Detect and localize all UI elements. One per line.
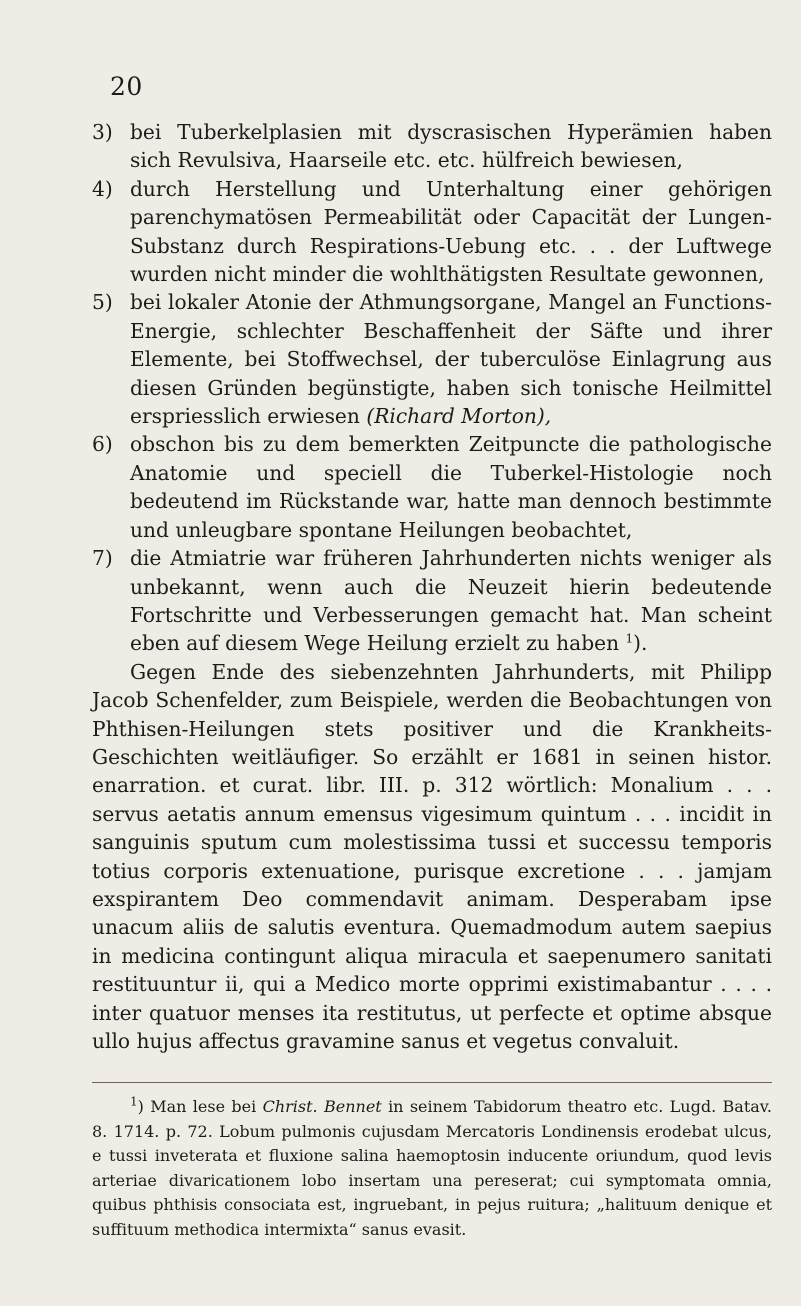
list-text: obschon bis zu dem bemerkten Zeitpuncte die pathologische Anatomie und speciell die Tuberkel-Histologie noch bedeutend im Rückstande war, hatte man dennoch bestimmte und unleugbare spontane Heilungen beobachtet,: [130, 432, 772, 542]
list-number: 6): [92, 432, 113, 457]
footnote-text: in seinem Tabidorum theatro etc. Lugd. Batav. 8. 1714. p. 72. Lobum pulmonis cujusdam Mercatoris Londinensis erodebat ulcus, e tussi inveterata et fluxione salina haemoptosin inducente oriundum, quod levis arteriae divaricationem lobo insertam una pereserat; cui symptomata omnia, quibus phthisis consociata est, ingruebant, in pejus ruitura; „halituum denique et suffituum methodica intermixta“ sanus evasit.: [92, 1097, 773, 1239]
list-text: die Atmiatrie war früheren Jahrhunderten nichts weniger als unbekannt, wenn auch die Neuzeit hierin bedeutende Fortschritte und Verbesserungen gemacht hat. Man scheint eben auf diesem Wege Heilung erzielt zu haben: [130, 546, 772, 656]
list-item-4: [92, 175, 772, 289]
list-text-wrapper: [130, 544, 772, 658]
list-item-3: [92, 118, 772, 175]
list-number: 4): [92, 176, 113, 201]
list-number: 7): [92, 546, 113, 571]
list-text: bei lokaler Atonie der Athmungsorgane, Mangel an Functions-Energie, schlechter Beschaffenheit der Säfte und ihrer Elemente, bei Stoffwechsel, der tuberculöse Einlagrung aus diesen Gründen begünstigte, haben sich tonische Heilmittel erspriesslich erwiesen: [130, 290, 772, 429]
page-number: 20: [110, 72, 143, 101]
footnote: [92, 1095, 772, 1243]
list-item-7: [92, 544, 772, 658]
citation-author: (Richard Morton),: [366, 404, 552, 429]
list-number: 3): [92, 120, 113, 144]
list-number: 5): [92, 290, 113, 315]
footnote-lead: ) Man lese bei: [137, 1097, 263, 1116]
main-text: [92, 118, 772, 1055]
paragraph: Gegen Ende des siebenzehnten Jahrhunderts, mit Philipp Jacob Schenfelder, zum Beispiele, werden die Beobachtungen von Phthisen-Heilungen stets positiver und die Krankheits-Geschichten weitläufiger. So erzählt er 1681 in seinen histor. enarration. et curat. libr. III. p. 312 wörtlich: Monalium . . . servus aetatis annum emensus vigesimum quintum . . . incidit in sanguinis sputum cum molestissima tussi et successu temporis totius corporis extenuatione, purisque excretione . . . jamjam exspirantem Deo commendavit animam. Desperabam ipse unacum aliis de salutis eventura. Quemadmodum autem saepius in medicina contingunt aliqua miracula et saepenumero sanitati restituuntur ii, qui a Medico morte opprimi existimabantur . . . . inter quatuor menses ita restitutus, ut perfecte et optime absque ullo hujus affectus gravamine sanus et vegetus convaluit.: [92, 659, 772, 1053]
footnote-marker: 1: [130, 1094, 138, 1109]
list-text: bei Tuberkelplasien mit dyscrasischen Hyperämien haben sich Revulsiva, Haarseile etc. etc. hülfreich bewiesen,: [130, 120, 772, 173]
list-item-6: [92, 430, 772, 544]
list-text-tail: ).: [633, 631, 648, 656]
footnote-reference[interactable]: 1: [625, 631, 634, 646]
list-text: durch Herstellung und Unterhaltung einer gehörigen parenchymatösen Permeabilität oder Capacität der Lungen-Substanz durch Respirations-Uebung etc. . . der Luftwege wurden nicht minder die wohlthätigsten Resultate gewonnen,: [130, 176, 772, 287]
list-text-wrapper: [130, 288, 772, 430]
list-item-5: [92, 288, 772, 430]
footnote-section: [92, 1082, 772, 1243]
footnote-author: Christ. Bennet: [262, 1097, 382, 1116]
